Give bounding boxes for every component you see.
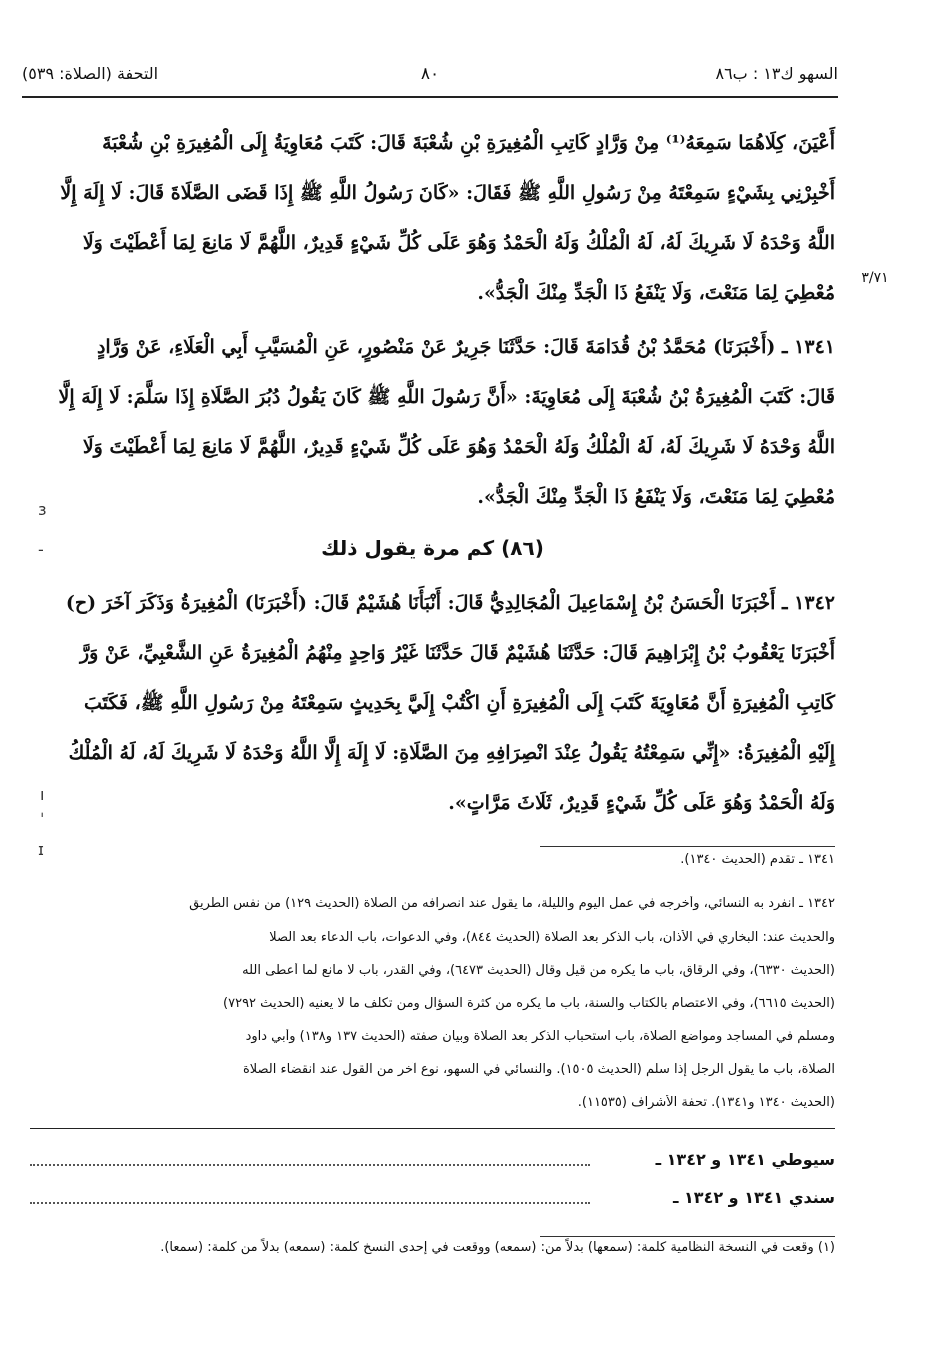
footnote-rule <box>540 1236 835 1237</box>
notes-rule <box>540 846 835 847</box>
note-line: الصلاة، باب ما يقول الرجل إذا سلم (الحديث ١٥٠٥). والنسائي في السهو، نوع آخر من القول عند انقضاء الصلاة <box>242 1062 835 1077</box>
chapter-title: (٨٦) كم مرة يقول ذلك <box>321 536 544 560</box>
note-line: (الحديث ١٣٤٠ و١٣٤١). تحفة الأشراف (١١٥٣٥). <box>577 1095 835 1110</box>
hadith-continuation <box>30 118 835 318</box>
running-head <box>22 62 838 96</box>
header-rule <box>22 96 838 98</box>
margin-mark: ɪ <box>38 840 44 859</box>
note-line: ومسلم في المساجد ومواضع الصلاة، باب استحباب الذكر بعد الصلاة وبيان صفته (الحديث ١٣٧ و١٣٨) وأبي داود <box>245 1029 835 1044</box>
running-head-tuhfa-ref: التحفة (الصلاة: ٥٣٩) <box>22 64 159 83</box>
text-line: مُعْطِيَ لِمَا مَنَعْتَ، وَلَا يَنْفَعُ ذَا الْجَدِّ مِنْكَ الْجَدُّ». <box>477 486 835 508</box>
commentary-rule <box>30 1128 835 1129</box>
text-line: قَالَ: كَتَبَ الْمُغِيرَةُ بْنُ شُعْبَةَ إِلَى مُعَاوِيَةَ: «أَنَّ رَسُولَ اللَّهِ ﷺ كَانَ يَقُولُ دُبُرَ الصَّلَاةِ إِذَا سَلَّمَ: لَا إِلَهَ إِلَّا <box>58 386 835 408</box>
commentary-suyuti <box>30 1148 835 1178</box>
hadith-1342 <box>30 578 835 828</box>
text-line: ١٣٤١ ـ (أَخْبَرَنَا) مُحَمَّدُ بْنُ قُدَامَةَ قَالَ: حَدَّثَنَا جَرِيرٌ عَنْ مَنْصُورٍ، عَنِ الْمُسَيَّبِ أَبِي الْعَلَاءِ، عَنْ وَرَّادٍ <box>96 336 835 358</box>
text-line: وَلَهُ الْحَمْدُ وَهُوَ عَلَى كُلِّ شَيْءٍ قَدِيرٌ، ثَلَاثَ مَرَّاتٍ». <box>448 792 835 814</box>
note-line: ١٣٤٢ ـ انفرد به النسائي، وأخرجه في عمل اليوم والليلة، ما يقول عند انصرافه من الصلاة (الحديث ١٢٩) من نفس الطريق <box>189 896 835 911</box>
text-line: إِلَيْهِ الْمُغِيرَةُ: «إِنِّي سَمِعْتُهُ يَقُولُ عِنْدَ انْصِرَافِهِ مِنَ الصَّلَاةِ: لَا إِلَهَ إِلَّا اللَّهُ وَحْدَهُ لَا شَرِيكَ لَهُ، لَهُ الْمُلْكُ <box>68 742 835 764</box>
page-number: ٨٠ <box>420 64 440 84</box>
margin-mark: ɜ <box>38 500 47 519</box>
commentary-label: سندي ١٣٤١ و ١٣٤٢ ـ <box>672 1188 835 1207</box>
text-line: أَعْيَنَ، كِلَاهُمَا سَمِعَهُ⁽¹⁾ مِنْ وَرَّادٍ كَاتِبِ الْمُغِيرَةِ بْنِ شُعْبَةَ قَالَ: كَتَبَ مُعَاوِيَةُ إِلَى الْمُغِيرَةِ بْنِ شُعْبَةَ <box>102 132 835 154</box>
margin-mark: - <box>38 540 44 559</box>
note-line: ١٣٤١ ـ تقدم (الحديث ١٣٤٠). <box>680 852 835 867</box>
hadith-1341 <box>30 322 835 522</box>
running-head-section: السهو ك١٣ : ب٨٦ <box>715 64 838 83</box>
note-line: (الحديث ٦٦١٥)، وفي الاعتصام بالكتاب والسنة، باب ما يكره من كثرة السؤال ومن تكلف ما لا يعنيه (الحديث ٧٢٩٢) <box>223 996 835 1011</box>
text-line: ١٣٤٢ ـ أَخْبَرَنَا الْحَسَنُ بْنُ إِسْمَاعِيلَ الْمُجَالِدِيُّ قَالَ: أَنْبَأَنَا هُشَيْمٌ قَالَ: (أَخْبَرَنَا) الْمُغِيرَةُ وَذَكَرَ آخَرَ (ح) <box>65 592 835 614</box>
text-line: كَاتِبِ الْمُغِيرَةِ أَنَّ مُعَاوِيَةَ كَتَبَ إِلَى الْمُغِيرَةِ أَنِ اكْتُبْ إِلَيَّ بِحَدِيثٍ سَمِعْتَهُ مِنْ رَسُولِ اللَّهِ ﷺ، فَكَتَبَ <box>83 692 835 714</box>
note-line: (الحديث ٦٣٣٠)، وفي الرقاق، باب ما يكره من قيل وقال (الحديث ٦٤٧٣)، وفي القدر، باب لا مانع لما أعطى الله <box>242 963 835 978</box>
text-line: مُعْطِيَ لِمَا مَنَعْتَ، وَلَا يَنْفَعُ ذَا الْجَدِّ مِنْكَ الْجَدُّ». <box>477 282 835 304</box>
margin-mark: ı <box>40 785 45 804</box>
text-line: أَخْبِرْنِي بِشَيْءٍ سَمِعْتَهُ مِنْ رَسُولِ اللَّهِ ﷺ فَقَالَ: «كَانَ رَسُولُ اللَّهِ ﷺ إِذَا قَضَى الصَّلَاةَ قَالَ: لَا إِلَهَ إِلَّا <box>60 182 835 204</box>
commentary-sindi <box>30 1186 835 1216</box>
text-line: أَخْبَرَنَا يَعْقُوبُ بْنُ إِبْرَاهِيمَ قَالَ: حَدَّثَنَا هُشَيْمٌ قَالَ حَدَّثَنَا غَيْرُ وَاحِدٍ مِنْهُمُ الْمُغِيرَةُ عَنِ الشَّعْبِيِّ، عَنْ وَرَّ <box>79 642 835 664</box>
footnote: (١) وقعت في النسخة النظامية كلمة: (سمعها) بدلاً من: (سمعه) ووقعت في إحدى النسخ كلمة: (سمعه) بدلاً من كلمة: (سمعا). <box>160 1240 835 1255</box>
text-line: اللَّهُ وَحْدَهُ لَا شَرِيكَ لَهُ، لَهُ الْمُلْكُ وَلَهُ الْحَمْدُ وَهُوَ عَلَى كُلِّ شَيْءٍ قَدِيرٌ، اللَّهُمَّ لَا مَانِعَ لِمَا أَعْطَيْتَ وَلَا <box>82 436 835 458</box>
dotted-leader <box>30 1164 590 1166</box>
commentary-label: سيوطي ١٣٤١ و ١٣٤٢ ـ <box>655 1150 835 1169</box>
dotted-leader <box>30 1202 590 1204</box>
note-line: والحديث عند: البخاري في الأذان، باب الذكر بعد الصلاة (الحديث ٨٤٤)، وفي الدعوات، باب الدعاء بعد الصلا <box>269 930 835 945</box>
margin-mark: ˈ <box>40 810 45 829</box>
text-line: اللَّهُ وَحْدَهُ لَا شَرِيكَ لَهُ، لَهُ الْمُلْكُ وَلَهُ الْحَمْدُ وَهُوَ عَلَى كُلِّ شَيْءٍ قَدِيرٌ، اللَّهُمَّ لَا مَانِعَ لِمَا أَعْطَيْتَ وَلَا <box>82 232 835 254</box>
margin-volume-ref: ٣/٧١ <box>861 270 889 286</box>
